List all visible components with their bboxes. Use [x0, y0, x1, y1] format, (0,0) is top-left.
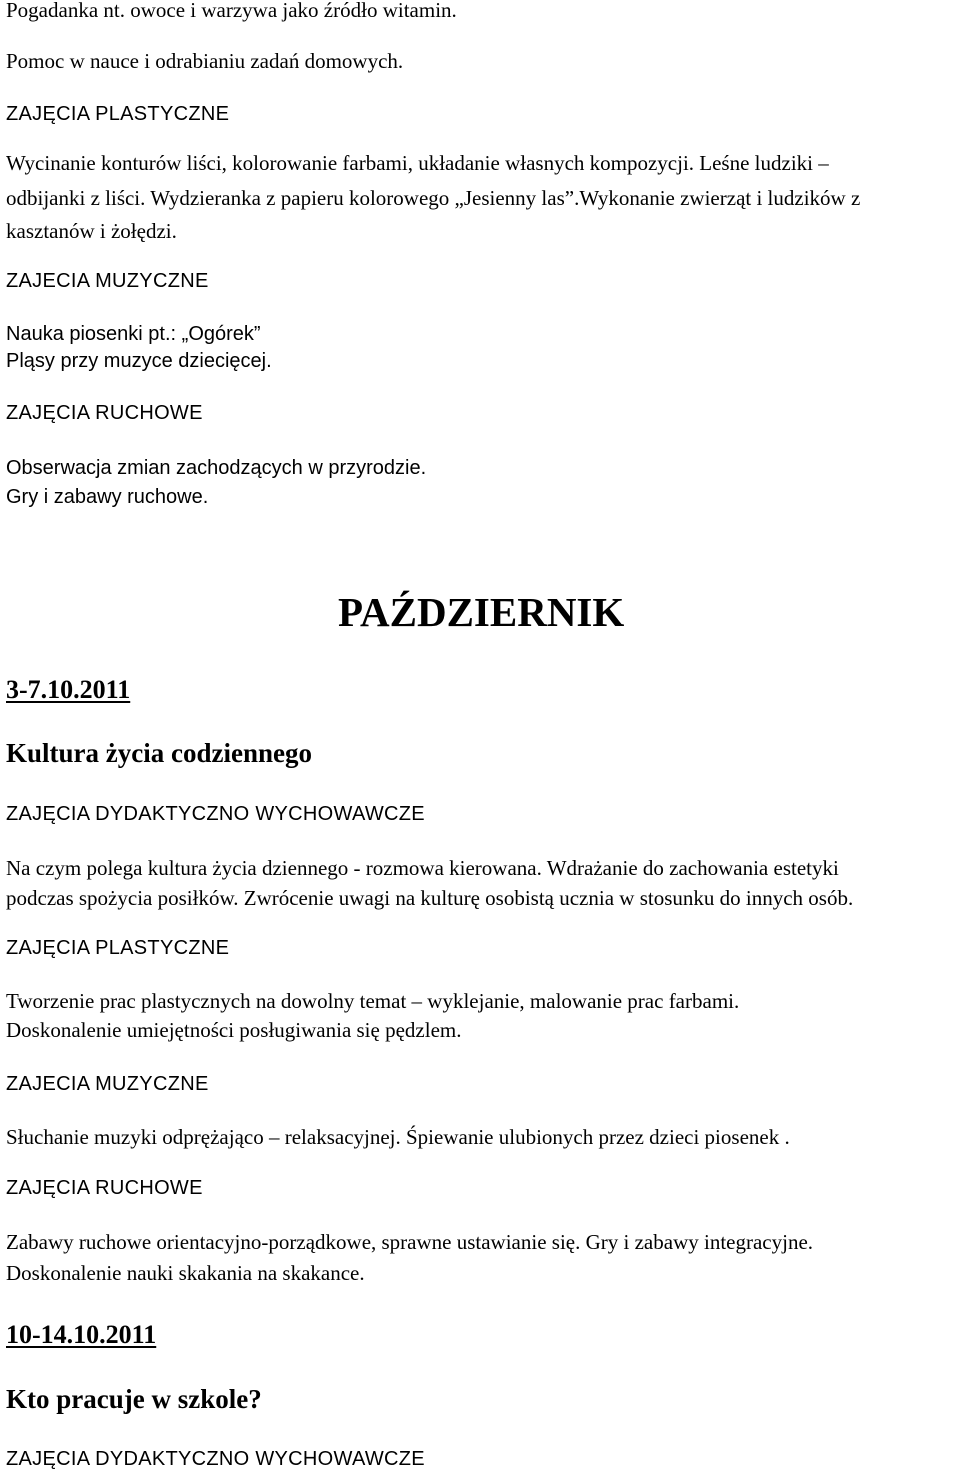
section-header-music: ZAJECIA MUZYCZNE	[6, 270, 209, 292]
text-line: Pomoc w nauce i odrabianiu zadań domowych.	[6, 49, 404, 73]
text-line: Gry i zabawy ruchowe.	[6, 486, 209, 508]
week-date: 10-14.10.2011	[6, 1320, 157, 1349]
text-line: Nauka piosenki pt.: „Ogórek”	[6, 323, 261, 345]
section-header-movement: ZAJĘCIA RUCHOWE	[6, 1177, 203, 1199]
text-line: podczas spożycia posiłków. Zwrócenie uwagi na kulturę osobistą ucznia w stosunku do innych osób.	[6, 886, 854, 910]
text-line: Pogadanka nt. owoce i warzywa jako źródło witamin.	[6, 0, 457, 22]
text-line: odbijanki z liści. Wydzieranka z papieru kolorowego „Jesienny las”.Wykonanie zwierząt i ludzików z	[6, 186, 861, 210]
week-topic: Kultura życia codziennego	[6, 738, 312, 768]
text-line: Wycinanie konturów liści, kolorowanie farbami, układanie własnych kompozycji. Leśne ludziki –	[6, 151, 829, 175]
section-header-didactic: ZAJĘCIA DYDAKTYCZNO WYCHOWAWCZE	[6, 1448, 425, 1470]
week-date: 3-7.10.2011	[6, 675, 131, 704]
week-topic: Kto pracuje w szkole?	[6, 1384, 262, 1414]
text-line: Słuchanie muzyki odprężająco – relaksacyjnej. Śpiewanie ulubionych przez dzieci piosenek .	[6, 1125, 790, 1149]
text-line: Doskonalenie umiejętności posługiwania się pędzlem.	[6, 1018, 462, 1042]
section-header-movement: ZAJĘCIA RUCHOWE	[6, 402, 203, 424]
text-line: Tworzenie prac plastycznych na dowolny temat – wyklejanie, malowanie prac farbami.	[6, 989, 740, 1013]
text-line: Pląsy przy muzyce dziecięcej.	[6, 350, 272, 372]
section-header-plastic: ZAJĘCIA PLASTYCZNE	[6, 103, 230, 125]
text-line: Na czym polega kultura życia dziennego - rozmowa kierowana. Wdrażanie do zachowania estetyki	[6, 856, 839, 880]
section-header-music: ZAJECIA MUZYCZNE	[6, 1073, 209, 1095]
section-header-plastic: ZAJĘCIA PLASTYCZNE	[6, 937, 230, 959]
text-line: Doskonalenie nauki skakania na skakance.	[6, 1261, 365, 1285]
month-heading: PAŹDZIERNIK	[338, 589, 625, 635]
text-line: Obserwacja zmian zachodzących w przyrodzie.	[6, 457, 427, 479]
section-header-didactic: ZAJĘCIA DYDAKTYCZNO WYCHOWAWCZE	[6, 803, 425, 825]
text-line: Zabawy ruchowe orientacyjno-porządkowe, sprawne ustawianie się. Gry i zabawy integracyjne.	[6, 1230, 814, 1254]
text-line: kasztanów i żołędzi.	[6, 219, 177, 243]
